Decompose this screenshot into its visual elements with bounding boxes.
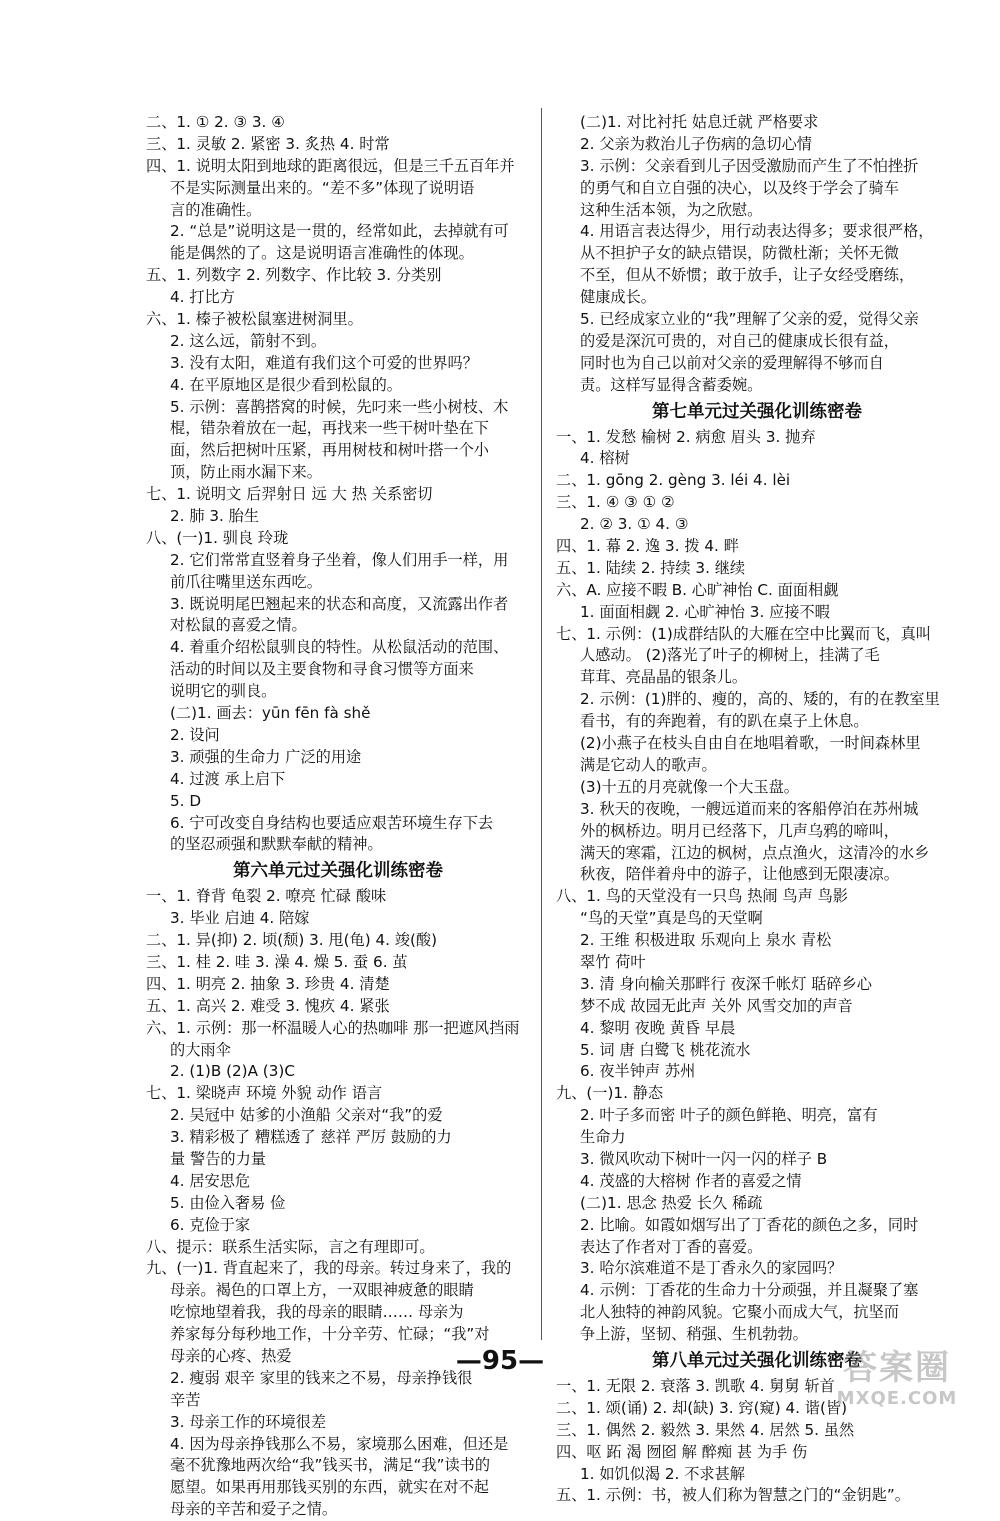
answer-line: 三、1. 偶然 2. 毅然 3. 果然 4. 居然 5. 虽然	[556, 1420, 855, 1439]
answer-line: 2. 比喻。如霞如烟写出了丁香花的颜色之多，同时	[580, 1215, 919, 1234]
answer-line: 愿望。如果再用那钱买别的东西，就实在对不起	[170, 1478, 489, 1497]
answer-line: 四、1. 幕 2. 逸 3. 拨 4. 畔	[556, 537, 739, 556]
answer-line: 4. 示例：丁香花的生命力十分顽强，并且凝聚了塞	[580, 1281, 919, 1300]
answer-line: 争上游，坚韧、稍强、生机勃勃。	[580, 1325, 808, 1344]
answer-line: 一、1. 无限 2. 衰落 3. 凯歌 4. 舅舅 斩首	[556, 1376, 835, 1395]
answer-line: 的勇气和自立自强的决心，以及终于学会了骑车	[580, 178, 899, 197]
answer-line: 的大雨伞	[170, 1040, 231, 1059]
watermark-bottom-text: MXQE.COM	[836, 1388, 958, 1409]
answer-line: 6. 宁可改变自身结构也要适应艰苦环境生存下去	[170, 813, 494, 832]
answer-line: 2. 父亲为救治儿子伤病的急切心情	[580, 134, 812, 153]
answer-line: 五、1. 高兴 2. 难受 3. 愧疚 4. 紧张	[146, 996, 390, 1015]
answer-line: 1. 如饥似渴 2. 不求甚解	[580, 1464, 745, 1483]
answer-line: 二、1. 异(抑) 2. 顷(颓) 3. 甩(龟) 4. 竣(酸)	[146, 931, 438, 950]
answer-line: 4. 过渡 承上启下	[170, 769, 286, 788]
answer-line: 5. 已经成家立业的“我”理解了父亲的爱，觉得父亲	[580, 310, 919, 329]
answer-line: 4. 打比方	[170, 288, 235, 307]
answer-line: 秋夜，陪伴着舟中的游子，让他感到无限凄凉。	[580, 865, 899, 884]
answer-line: 能是偶然的了。这是说明语言准确性的体现。	[170, 244, 474, 263]
answer-line: 三、1. 桂 2. 哇 3. 澡 4. 燥 5. 蚕 6. 茧	[146, 952, 408, 971]
answer-line: 2. 瘦弱 艰辛 家里的钱来之不易，母亲挣钱很	[170, 1368, 473, 1387]
answer-line: (3)十五的月亮就像一个大玉盘。	[580, 777, 799, 796]
answer-line: 看书，有的奔跑着，有的趴在桌子上休息。	[580, 712, 869, 731]
answer-line: 4. 因为母亲挣钱那么不易，家境那么困难，但还是	[170, 1434, 509, 1453]
answer-line: 七、1. 示例：(1)成群结队的大雁在空中比翼而飞，真叫	[556, 624, 931, 643]
answer-line: 二、1. gōng 2. gèng 3. léi 4. lèi	[556, 471, 791, 490]
answer-line: 辛苦	[170, 1390, 201, 1409]
answer-line: 顶，防止雨水漏下来。	[170, 463, 322, 482]
answer-line: 活动的时间以及主要食物和寻食习惯等方面来	[170, 660, 474, 679]
answer-line: 不至，但从不娇惯；敢于放手，让子女经受磨练，	[580, 266, 915, 285]
answer-line: 这种生活本领，为之欣慰。	[580, 200, 763, 219]
answer-line: 六、1. 榛子被松鼠塞进树洞里。	[146, 310, 363, 329]
answer-line: 2. 王维 积极进取 乐观向上 泉水 青松	[580, 931, 832, 950]
answer-line: 满是它动人的歌声。	[580, 755, 717, 774]
left-column	[146, 112, 530, 1521]
answer-line: 6. 夜半钟声 苏州	[580, 1062, 696, 1081]
answer-line: 5. 示例：喜鹊搭窝的时候，先叼来一些小树枝、木	[170, 397, 509, 416]
answer-line: 2. 肺 3. 胎生	[170, 507, 260, 526]
answer-line: 5. D	[170, 791, 202, 810]
answer-line: 责。这样写显得含蓄委婉。	[580, 375, 763, 394]
answer-line: 2. 设问	[170, 725, 220, 744]
answer-line: (二)1. 对比衬托 姑息迁就 严格要求	[580, 113, 819, 131]
answer-line: 2. “总是”说明这是一贯的，经常如此，去掉就有可	[170, 222, 509, 241]
answer-line: 3. 精彩极了 糟糕透了 慈祥 严厉 鼓励的力	[170, 1128, 452, 1147]
watermark-logo	[822, 1348, 972, 1420]
answer-line: 五、1. 示例：书，被人们称为智慧之门的“金钥匙”。	[556, 1486, 910, 1505]
answer-line: 四、1. 说明太阳到地球的距离很远，但是三千五百年并	[146, 156, 515, 175]
answer-line: 养家每分每秒地工作，十分辛劳、忙碌；“我”对	[170, 1325, 490, 1344]
answer-line: 量 警告的力量	[170, 1149, 266, 1168]
answer-line: 3. 既说明尾巴翘起来的状态和高度，又流露出作者	[170, 594, 509, 613]
answer-line: 人感动。 (2)落光了叶子的柳树上，挂满了毛	[580, 646, 880, 665]
answer-line: 对松鼠的喜爱之情。	[170, 616, 307, 635]
answer-line: 4. 在平原地区是很少看到松鼠的。	[170, 375, 402, 394]
answer-line: 毫不犹豫地两次给“我”钱买书，满足“我”读书的	[170, 1456, 491, 1475]
answer-line: 同时也为自己以前对父亲的爱理解得不够而自	[580, 353, 884, 372]
answer-line: 二、1. ① 2. ③ 3. ④	[146, 113, 285, 131]
answer-line: 健康成长。	[580, 288, 656, 307]
answer-line: 四、1. 明亮 2. 抽象 3. 珍贵 4. 清楚	[146, 974, 390, 993]
answer-line: 2. 它们常常直竖着身子坐着，像人们用手一样，用	[170, 550, 509, 569]
answer-line: 4. 居安思危	[170, 1171, 251, 1190]
answer-line: 4. 茂盛的大榕树 作者的喜爱之情	[580, 1171, 802, 1190]
answer-line: 八、1. 鸟的天堂没有一只鸟 热闹 鸟声 鸟影	[556, 887, 848, 906]
answer-line: 2. 叶子多而密 叶子的颜色鲜艳、明亮，富有	[580, 1106, 878, 1125]
answer-line: 三、1. ④ ③ ① ②	[556, 493, 675, 512]
answer-line: (二)1. 思念 热爱 长久 稀疏	[580, 1193, 763, 1212]
answer-line: 五、1. 列数字 2. 列数字、作比较 3. 分类别	[146, 266, 442, 285]
answer-line: 2. (1)B (2)A (3)C	[170, 1062, 295, 1081]
column-divider	[541, 108, 542, 1340]
answer-line: 2. 示例：(1)胖的、瘦的，高的、矮的，有的在教室里	[580, 690, 940, 709]
answer-line: 翠竹 荷叶	[580, 952, 646, 971]
answer-line: 棍，错杂着放在一起，再找来一些干树叶垫在下	[170, 419, 489, 438]
answer-line: 的坚忍顽强和默默奉献的精神。	[170, 835, 383, 854]
answer-line: 七、1. 说明文 后羿射日 远 大 热 关系密切	[146, 485, 433, 504]
answer-line: 茸茸、亮晶晶的银条儿。	[580, 668, 748, 687]
answer-line: 八、提示：联系生活实际，言之有理即可。	[146, 1237, 435, 1256]
answer-line: 说明它的驯良。	[170, 682, 277, 701]
answer-line: 4. 黎明 夜晚 黄昏 早晨	[580, 1018, 736, 1037]
answer-line: 3. 微风吹动下树叶一闪一闪的样子 B	[580, 1149, 828, 1168]
answer-line: 3. 顽强的生命力 广泛的用途	[170, 747, 362, 766]
answer-line: (2)小燕子在枝头自由自在地唱着歌，一时间森林里	[580, 734, 921, 753]
answer-line: 3. 哈尔滨难道不是丁香永久的家园吗？	[580, 1259, 843, 1278]
answer-line: 四、呕 跖 渴 囫囵 解 醉痴 甚 为手 伤	[556, 1442, 808, 1461]
answer-line: 生命力	[580, 1128, 626, 1147]
answer-line: 5. 由俭入奢易 俭	[170, 1193, 286, 1212]
answer-line: 五、1. 陆续 2. 持续 3. 继续	[556, 558, 746, 577]
section-heading: 第八单元过关强化训练密卷	[652, 1350, 862, 1371]
answer-line: 吃惊地望着我，我的母亲的眼睛…… 母亲为	[170, 1303, 464, 1322]
answer-line: 的爱是深沉可贵的，对自己的健康成长很有益，	[580, 331, 899, 350]
answer-line: 5. 词 唐 白鹭飞 桃花流水	[580, 1040, 751, 1059]
answer-line: 1. 面面相觑 2. 心旷神怡 3. 应接不暇	[580, 602, 830, 621]
answer-line: 八、(一)1. 驯良 玲珑	[146, 528, 289, 547]
answer-line: 七、1. 梁晓声 环境 外貌 动作 语言	[146, 1084, 383, 1103]
answer-line: 外的枫桥边。明月已经落下，几声乌鸦的啼叫，	[580, 821, 899, 840]
answer-line: 3. 清 身向榆关那畔行 夜深千帐灯 聒碎乡心	[580, 974, 872, 993]
answer-line: 不是实际测量出来的。“差不多”体现了说明语	[170, 178, 475, 197]
answer-line: 二、1. 颂(诵) 2. 却(缺) 3. 窍(窥) 4. 谐(皆)	[556, 1398, 848, 1417]
page-number: —95—	[455, 1346, 545, 1376]
section-heading: 第七单元过关强化训练密卷	[652, 401, 862, 422]
answer-line: 一、1. 脊背 龟裂 2. 嘹亮 忙碌 酸味	[146, 887, 387, 906]
right-column	[556, 112, 958, 1507]
answer-line: 满天的寒霜，江边的枫树，点点渔火，这清冷的水乡	[580, 843, 930, 862]
answer-line: 九、(一)1. 静态	[556, 1084, 664, 1103]
watermark-top-text: 答案圈	[843, 1348, 951, 1388]
answer-line: 六、1. 示例：那一杯温暖人心的热咖啡 那一把遮风挡雨	[146, 1018, 520, 1037]
answer-line: 表达了作者对丁香的喜爱。	[580, 1237, 763, 1256]
answer-line: 母亲的辛苦和爱子之情。	[170, 1500, 338, 1519]
answer-line: 北人独特的神韵风貌。它聚小而成大气，抗坚而	[580, 1303, 899, 1322]
section-heading: 第六单元过关强化训练密卷	[233, 861, 443, 882]
answer-line: 6. 克俭于家	[170, 1215, 251, 1234]
answer-line: “鸟的天堂”真是鸟的天堂啊	[580, 909, 763, 928]
answer-line: 面，然后把树叶压紧，再用树枝和树叶搭一个小	[170, 441, 489, 460]
answer-line: 4. 榕树	[580, 449, 630, 468]
answer-line: 前爪往嘴里送东西吃。	[170, 572, 322, 591]
answer-line: 4. 着重介绍松鼠驯良的特性。从松鼠活动的范围、	[170, 638, 509, 657]
answer-line: 3. 示例：父亲看到儿子因受激励而产生了不怕挫折	[580, 156, 919, 175]
answer-line: 3. 秋天的夜晚，一艘远道而来的客船停泊在苏州城	[580, 799, 919, 818]
answer-line: 三、1. 灵敏 2. 紧密 3. 炙热 4. 时常	[146, 134, 390, 153]
answer-line: 2. 这么远，箭射不到。	[170, 331, 327, 350]
answer-line: 梦不成 故园无此声 关外 风雪交加的声音	[580, 996, 853, 1015]
answer-line: 2. 吴冠中 姑爹的小渔船 父亲对“我”的爱	[170, 1106, 443, 1125]
answer-line: 2. ② 3. ① 4. ③	[580, 515, 689, 534]
answer-line: 九、(一)1. 背直起来了，我的母亲。转过身来了，我的	[146, 1259, 512, 1278]
answer-line: 六、A. 应接不暇 B. 心旷神怡 C. 面面相觑	[556, 580, 839, 599]
answer-line: 从不担护子女的缺点错误，防微杜渐；关怀无微	[580, 244, 899, 263]
answer-line: 一、1. 发愁 榆树 2. 病愈 眉头 3. 抛弃	[556, 427, 816, 446]
answer-line: 言的准确性。	[170, 200, 262, 219]
answer-line: (二)1. 画去：yūn fēn fà shě	[170, 704, 371, 723]
answer-line: 3. 母亲工作的环境很差	[170, 1412, 327, 1431]
answer-line: 母亲的心疼、热爱	[170, 1346, 292, 1365]
answer-line: 母亲。褐色的口罩上方，一双眼神疲惫的眼睛	[170, 1281, 474, 1300]
answer-line: 3. 没有太阳，难道有我们这个可爱的世界吗？	[170, 353, 478, 372]
answer-line: 4. 用语言表达得少，用行动表达得多；要求很严格，	[580, 222, 934, 241]
answer-line: 3. 毕业 启迪 4. 陪嫁	[170, 909, 310, 928]
